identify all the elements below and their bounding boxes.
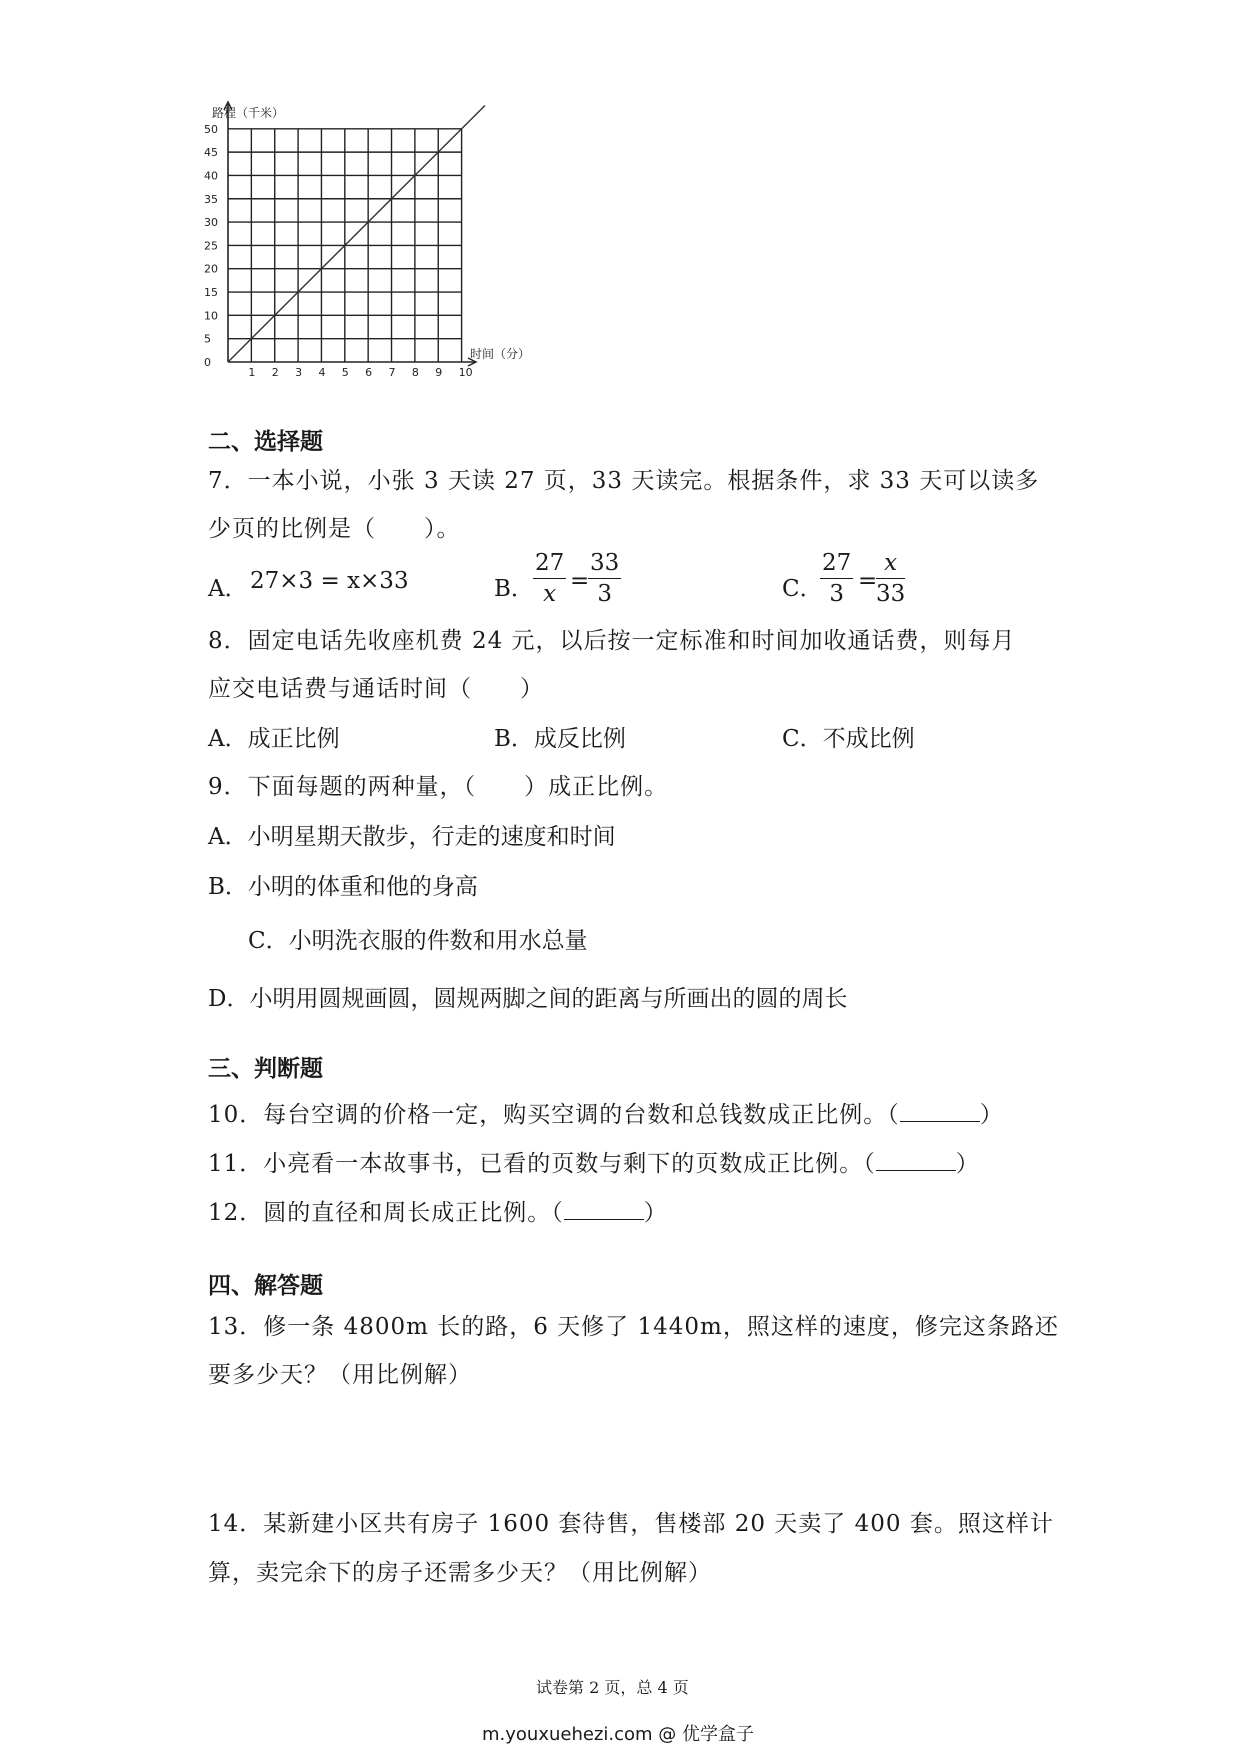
y-axis-label: 路程（千米） bbox=[212, 106, 285, 120]
q9-option-b: B．小明的体重和他的身高 bbox=[208, 874, 478, 900]
y-tick-label: 5 bbox=[204, 332, 211, 346]
q7-b-fraction-right bbox=[588, 550, 621, 607]
answer-blank[interactable] bbox=[876, 1152, 956, 1171]
question-14-line1: 14．某新建小区共有房子 1600 套待售，售楼部 20 天卖了 400 套。照这样计 bbox=[208, 1511, 1054, 1537]
q8-option-a: A．成正比例 bbox=[208, 726, 340, 752]
q7-option-b-label: B． bbox=[494, 576, 534, 602]
q7-c-equals: = bbox=[858, 568, 878, 594]
q9-option-a: A．小明星期天散步，行走的速度和时间 bbox=[208, 824, 616, 850]
question-10-text: 10．每台空调的价格一定，购买空调的台数和总钱数成正比例。（ bbox=[208, 1102, 900, 1128]
q8-option-c: C．不成比例 bbox=[782, 726, 915, 752]
x-tick-label: 1 bbox=[248, 366, 256, 379]
x-tick-label: 5 bbox=[341, 366, 349, 379]
fraction-denominator: 3 bbox=[829, 581, 844, 607]
q9-option-d: D．小明用圆规画圆，圆规两脚之间的距离与所画出的圆的周长 bbox=[208, 986, 848, 1012]
question-9-stem: 9．下面每题的两种量，（ ）成正比例。 bbox=[208, 774, 669, 800]
question-13-line1: 13．修一条 4800m 长的路，6 天修了 1440m，照这样的速度，修完这条路还 bbox=[208, 1314, 1059, 1340]
paren-close: ） bbox=[979, 1102, 1004, 1128]
q9-option-c: C．小明洗衣服的件数和用水总量 bbox=[248, 928, 588, 954]
y-tick-label: 15 bbox=[204, 286, 218, 300]
x-tick-label: 4 bbox=[318, 366, 326, 379]
distance-time-chart bbox=[180, 100, 540, 385]
q7-option-a-label: A． bbox=[208, 576, 248, 602]
y-tick-label: 10 bbox=[204, 309, 218, 323]
section-title-multiple-choice: 二、选择题 bbox=[208, 429, 323, 455]
x-tick-label: 8 bbox=[411, 366, 419, 379]
paren-close: ） bbox=[643, 1200, 668, 1226]
question-8-line1: 8．固定电话先收座机费 24 元，以后按一定标准和时间加收通话费，则每月 bbox=[208, 628, 1016, 654]
q7-option-c-label: C． bbox=[782, 576, 823, 602]
question-8-line2: 应交电话费与通话时间（ ） bbox=[208, 676, 544, 702]
x-tick-label: 6 bbox=[365, 366, 373, 379]
question-7-line2: 少页的比例是（ ）。 bbox=[208, 516, 461, 542]
question-12 bbox=[208, 1194, 668, 1227]
page-number: 试卷第 2 页，总 4 页 bbox=[536, 1678, 689, 1697]
x-tick-label: 10 bbox=[458, 366, 473, 379]
y-tick-label: 20 bbox=[204, 262, 218, 276]
q7-b-fraction-left bbox=[533, 550, 566, 607]
chart-series bbox=[228, 105, 485, 362]
paren-close: ） bbox=[955, 1151, 980, 1177]
q7-b-equals: = bbox=[570, 568, 590, 594]
x-tick-label: 2 bbox=[271, 366, 279, 379]
section-title-true-false: 三、判断题 bbox=[208, 1056, 323, 1082]
question-14-line2: 算，卖完余下的房子还需多少天？（用比例解） bbox=[208, 1560, 712, 1586]
fraction-denominator: 3 bbox=[597, 581, 612, 607]
section-title-solve: 四、解答题 bbox=[208, 1273, 323, 1299]
question-7-line1: 7．一本小说，小张 3 天读 27 页，33 天读完。根据条件，求 33 天可以读多 bbox=[208, 468, 1040, 494]
question-10 bbox=[208, 1096, 1004, 1129]
fraction-numerator: 27 bbox=[533, 550, 566, 579]
fraction-numerator: 33 bbox=[588, 550, 621, 579]
fraction-denominator: 33 bbox=[876, 581, 906, 607]
question-11 bbox=[208, 1145, 980, 1178]
y-tick-label: 0 bbox=[204, 356, 211, 369]
x-tick-label: 7 bbox=[388, 366, 396, 379]
series-line bbox=[228, 105, 485, 362]
y-tick-label: 25 bbox=[204, 239, 218, 253]
fraction-denominator: x bbox=[543, 581, 557, 607]
x-tick-label: 9 bbox=[435, 366, 443, 379]
x-axis-label: 时间（分） bbox=[470, 347, 531, 361]
q7-c-fraction-right bbox=[876, 550, 905, 607]
fraction-numerator: 27 bbox=[820, 550, 853, 579]
x-tick-label: 3 bbox=[295, 366, 303, 379]
y-tick-label: 30 bbox=[204, 216, 218, 230]
y-tick-label: 40 bbox=[204, 169, 218, 183]
y-tick-label: 35 bbox=[204, 192, 218, 206]
q7-option-a-expr: 27×3 = x×33 bbox=[250, 568, 409, 594]
brand-watermark: m.youxuehezi.com @ 优学盒子 bbox=[482, 1724, 755, 1745]
answer-blank[interactable] bbox=[900, 1103, 980, 1122]
answer-blank[interactable] bbox=[564, 1201, 644, 1220]
question-13-line2: 要多少天？（用比例解） bbox=[208, 1362, 472, 1388]
q7-c-fraction-left bbox=[820, 550, 853, 607]
y-tick-label: 50 bbox=[204, 122, 218, 136]
y-tick-label: 45 bbox=[204, 146, 218, 160]
q8-option-b: B．成反比例 bbox=[494, 726, 626, 752]
question-12-text: 12．圆的直径和周长成正比例。（ bbox=[208, 1200, 564, 1226]
question-11-text: 11．小亮看一本故事书，已看的页数与剩下的页数成正比例。（ bbox=[208, 1151, 876, 1177]
fraction-numerator: x bbox=[876, 550, 905, 579]
